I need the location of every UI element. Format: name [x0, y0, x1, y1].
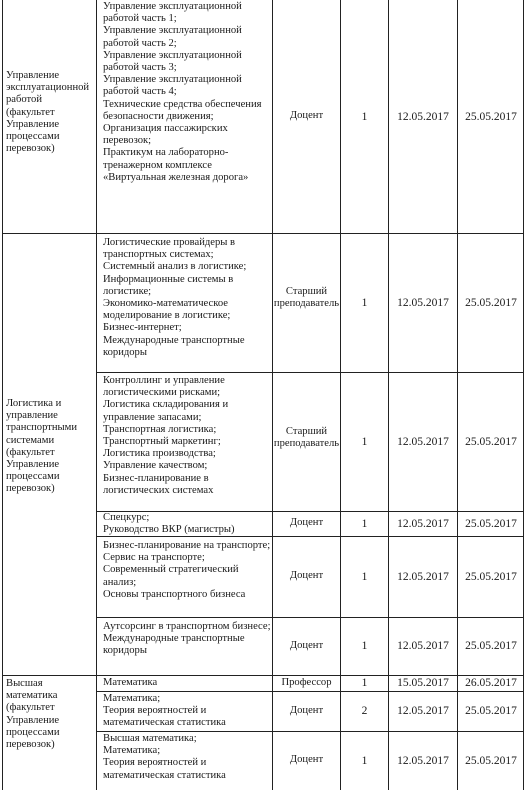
count-cell: 1	[361, 677, 368, 689]
count-cell: 1	[361, 754, 368, 767]
subjects-cell	[100, 621, 272, 658]
subject-line: Транспортная логистика;	[103, 423, 217, 435]
start-date-cell: 12.05.2017	[397, 754, 449, 767]
subject-line: Управление эксплуатационной работой часть 2;	[103, 25, 242, 49]
subjects-cell	[100, 693, 272, 730]
subject-line: Математика	[103, 677, 158, 688]
subject-line: Бизнес-планирование на транспорте;	[103, 540, 271, 551]
subject-line: Бизнес-интернет;	[103, 322, 182, 334]
subject-line: Экономико-математическое моделирование в логистике;	[103, 298, 231, 322]
subject-line: Международные транспортные коридоры	[103, 633, 245, 657]
start-date-cell: 12.05.2017	[397, 640, 449, 652]
subject-line: Транспортный маркетинг;	[103, 436, 221, 448]
count-cell: 1	[361, 517, 368, 530]
subject-line: Организация пассажирских перевозок;	[103, 123, 228, 147]
end-date-cell: 25.05.2017	[465, 110, 517, 123]
subject-line: Высшая математика;	[103, 733, 197, 744]
start-date-cell: 12.05.2017	[397, 705, 449, 717]
start-date-cell: 12.05.2017	[397, 435, 449, 448]
end-date-cell: 25.05.2017	[465, 570, 517, 583]
subject-line: Управление эксплуатационной работой часть 4;	[103, 74, 242, 98]
department-cell: Высшая математика (факультет Управление процессами перевозок)	[6, 678, 60, 751]
count-cell: 1	[361, 640, 368, 652]
end-date-cell: 26.05.2017	[465, 677, 517, 689]
start-date-cell: 12.05.2017	[397, 296, 449, 309]
end-date-cell: 25.05.2017	[465, 435, 517, 448]
count-cell: 1	[361, 570, 368, 583]
start-date-cell: 15.05.2017	[397, 677, 449, 689]
subject-line: Сервис на транспорте;	[103, 552, 205, 564]
subject-line: Логистические провайдеры в транспортных системах;	[103, 237, 236, 261]
subjects-cell	[100, 237, 272, 359]
count-cell: 1	[361, 296, 368, 309]
subject-line: Руководство ВКР (магистры)	[103, 524, 235, 536]
subjects-cell	[100, 1, 272, 184]
subjects-cell	[100, 512, 272, 536]
subject-line: Информационные системы в логистике;	[103, 273, 234, 297]
subjects-cell	[100, 540, 272, 601]
subject-line: Теория вероятностей и математическая статистика	[103, 757, 226, 781]
position-cell: Доцент	[289, 110, 324, 122]
end-date-cell: 25.05.2017	[465, 640, 517, 652]
subject-line: Технические средства обеспечения безопасности движения;	[103, 98, 262, 122]
end-date-cell: 25.05.2017	[465, 754, 517, 767]
subject-line: Международные транспортные коридоры	[103, 334, 245, 358]
position-cell: Профессор	[281, 676, 332, 688]
subject-line: Основы транспортного бизнеса	[103, 588, 246, 600]
subject-line: Системный анализ в логистике;	[103, 261, 247, 273]
end-date-cell: 25.05.2017	[465, 296, 517, 309]
position-cell: Доцент	[289, 570, 324, 582]
position-cell: Доцент	[289, 517, 324, 529]
count-cell: 2	[361, 705, 368, 717]
count-cell: 1	[361, 435, 368, 448]
position-cell: Доцент	[289, 704, 324, 716]
position-cell: Доцент	[289, 639, 324, 651]
subject-line: Современный стратегический анализ;	[103, 564, 239, 588]
position-cell: Доцент	[289, 754, 324, 766]
subject-line: Математика;	[103, 693, 161, 704]
count-cell: 1	[361, 110, 368, 123]
subjects-cell	[100, 677, 272, 689]
subject-line: Практикум на лабораторно-тренажерном комплексе «Виртуальная железная дорога»	[103, 147, 249, 183]
subject-line: Управление эксплуатационной работой часть 1;	[103, 1, 242, 25]
end-date-cell: 25.05.2017	[465, 705, 517, 717]
subject-line: Спецкурс;	[103, 512, 150, 523]
start-date-cell: 12.05.2017	[397, 570, 449, 583]
position-cell: Старший преподаватель	[273, 425, 340, 449]
subject-line: Логистика производства;	[103, 448, 216, 460]
department-cell: Логистика и управление транспортными системами (факультет Управление процессами перевозок)	[6, 398, 78, 495]
end-date-cell: 25.05.2017	[465, 517, 517, 530]
start-date-cell: 12.05.2017	[397, 110, 449, 123]
subject-line: Контроллинг и управление логистическими рисками;	[103, 375, 225, 399]
subjects-cell	[100, 375, 272, 497]
subject-line: Математика;	[103, 745, 161, 757]
start-date-cell: 12.05.2017	[397, 517, 449, 530]
subject-line: Аутсорсинг в транспортном бизнесе;	[103, 621, 271, 632]
department-cell: Управление эксплуатационной работой (факультет Управление процессами перевозок)	[6, 70, 90, 155]
subject-line: Теория вероятностей и математическая статистика	[103, 705, 226, 729]
subjects-cell	[100, 733, 272, 782]
subject-line: Управление эксплуатационной работой часть 3;	[103, 49, 242, 74]
subject-line: Бизнес-планирование в логистических системах	[103, 472, 214, 496]
subject-line: Управление качеством;	[103, 460, 208, 472]
position-cell: Старший преподаватель	[273, 285, 340, 309]
subject-line: Логистика складирования и управление запасами;	[103, 399, 229, 423]
